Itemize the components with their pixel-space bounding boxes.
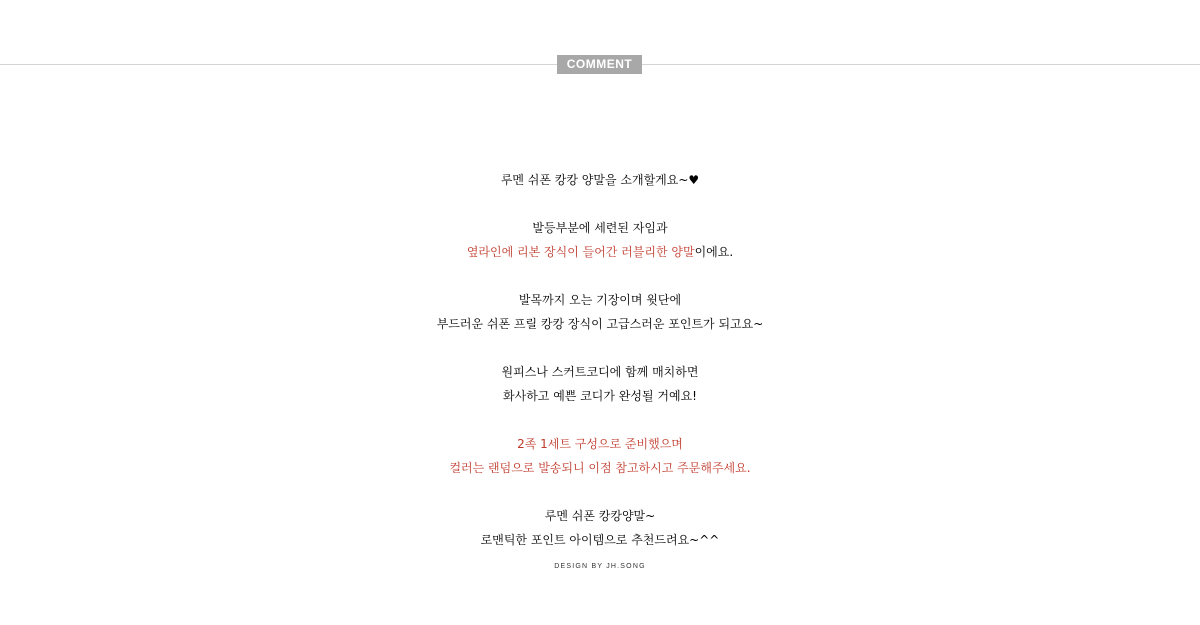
highlight-text: 옆라인에 리본 장식이 들어간 러블리한 양말 <box>466 245 695 259</box>
comment-line <box>0 240 1200 264</box>
section-header <box>0 54 1200 74</box>
highlight-line: 컬러는 랜덤으로 발송되니 이점 참고하시고 주문해주세요. <box>449 461 751 475</box>
comment-line: 로맨틱한 포인트 아이템으로 추천드려요~^^ <box>480 533 720 547</box>
highlight-line: 2족 1세트 구성으로 준비했으며 <box>517 437 683 451</box>
comment-line: 발목까지 오는 기장이며 윗단에 <box>518 293 682 307</box>
comment-label: COMMENT <box>557 55 642 74</box>
comment-line: 발등부분에 세련된 자임과 <box>532 221 668 235</box>
comment-line: 루멘 쉬폰 캉캉 양말을 소개할게요~♥ <box>500 173 700 187</box>
comment-line: 원피스나 스커트코디에 함께 매치하면 <box>501 365 699 379</box>
comment-line: 루멘 쉬폰 캉캉양말~ <box>544 509 656 523</box>
product-comment <box>0 168 1200 552</box>
comment-text: 이에요. <box>694 245 734 259</box>
comment-line: 부드러운 쉬폰 프릴 캉캉 장식이 고급스러운 포인트가 되고요~ <box>436 317 764 331</box>
design-credit: DESIGN BY JH.SONG <box>554 563 646 570</box>
comment-line: 화사하고 예쁜 코디가 완성될 거예요! <box>503 389 697 403</box>
